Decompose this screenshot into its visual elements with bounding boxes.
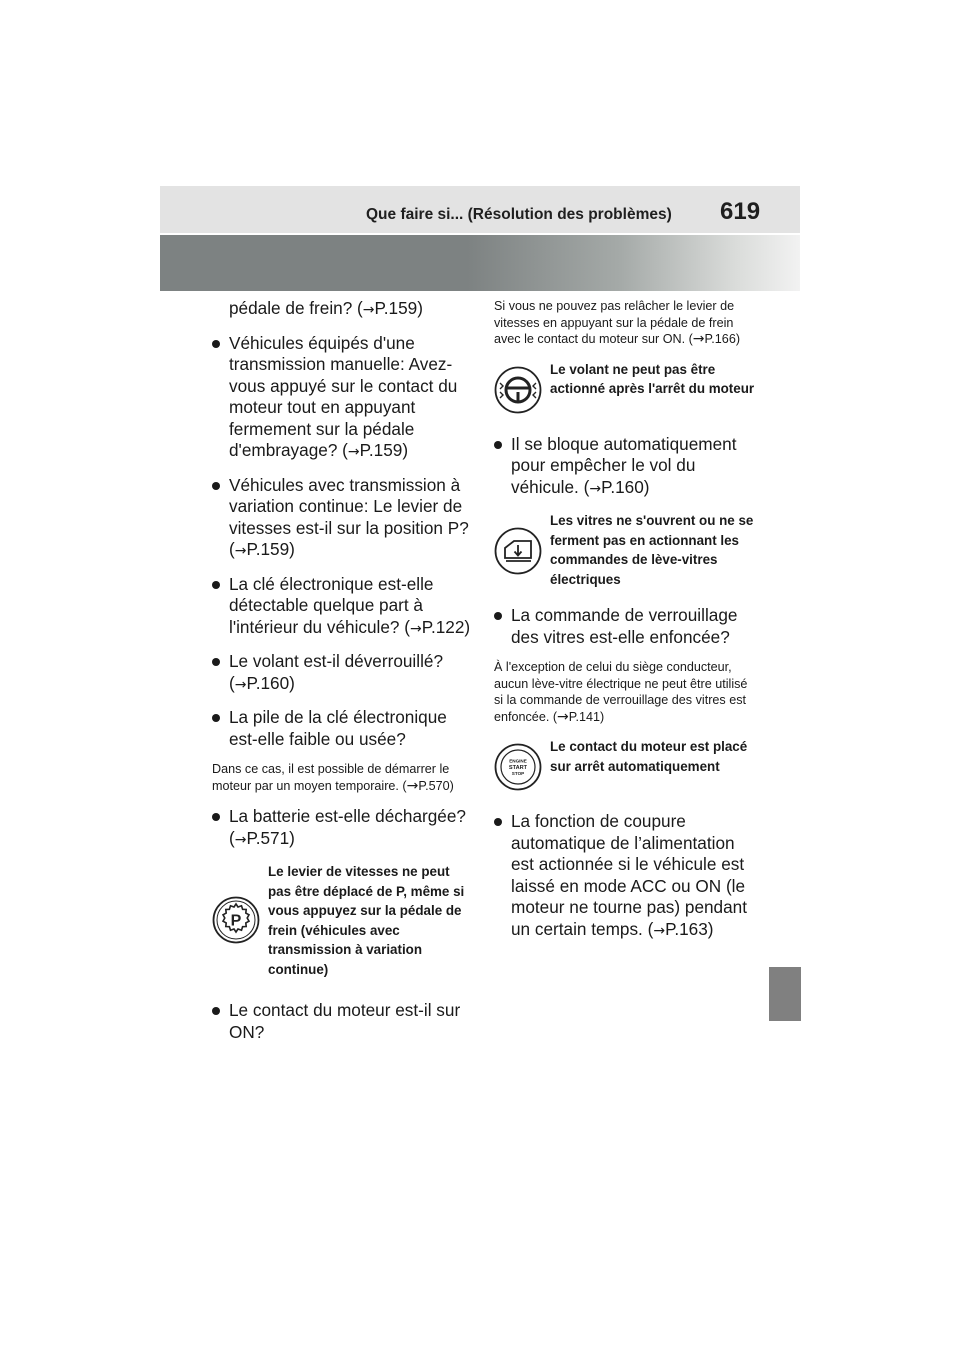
section-heading-steering [494,360,756,420]
bullet-icon [212,813,220,821]
note-text: Dans ce cas, il est possible de démarrer le moteur par un moyen temporaire. (→P.570) [212,762,454,794]
bullet-icon [494,441,502,449]
section-heading-text: Le volant ne peut pas être actionné après l'arrêt du moteur [550,361,755,396]
bullet-icon [494,818,502,826]
section-heading-shift-lever [212,862,474,986]
engine-start-stop-icon [494,743,542,791]
list-item: Le volant est-il déverrouillé? (→P.160) [212,651,474,696]
bullet-icon [212,714,220,722]
shift-lock-icon [212,896,260,944]
bullet-icon [212,1007,220,1015]
page-number: 619 [720,198,761,225]
list-item: Il se bloque automatiquement pour empêcher le vol du véhicule. (→P.160) [494,434,756,501]
list-item: La commande de verrouillage des vitres est-elle enfoncée? [494,605,756,648]
list-item: La fonction de coupure automatique de l’alimentation est actionnée si le véhicule est laissé en mode ACC ou ON (le moteur ne tourne pas) pendant un certain temps. (→P.163) [494,811,756,942]
svg-text:P: P [230,912,242,930]
section-heading-windows [494,511,756,591]
list-item: La pile de la clé électronique est-elle faible ou usée? [212,707,474,750]
paragraph: À l'exception de celui du siège conducteur, aucun lève-vitre électrique ne peut être utilisé si la commande de verrouillage des vitres est enfoncée. (→P.141) [494,660,748,725]
section-band [160,235,800,291]
window-lock-icon [494,527,542,575]
bullet-icon [212,340,220,348]
list-item: La batterie est-elle déchargée? (→P.571) [212,806,474,851]
chapter-tab [769,967,801,1021]
list-item: La clé électronique est-elle détectable quelque part à l'intérieur du véhicule? (→P.122) [212,574,474,641]
steering-lock-icon [494,366,542,414]
paragraph: Si vous ne pouvez pas relâcher le levier de vitesses en appuyant sur la pédale de frein avec le contact du moteur sur ON. (→P.166) [494,299,741,347]
svg-text:ENGINE: ENGINE [509,758,527,764]
bullet-icon [212,482,220,490]
svg-text:STOP: STOP [511,771,525,776]
bullet-icon [494,612,502,620]
section-heading-engine-off [494,737,756,797]
svg-text:START: START [508,765,528,771]
bullet-icon [212,658,220,666]
list-item: Véhicules avec transmission à variation continue: Le levier de vitesses est-il sur la position P? (→P.159) [212,475,474,563]
bullet-icon [212,581,220,589]
list-item: Véhicules équipés d'une transmission manuelle: Avez-vous appuyé sur le contact du moteur tout en appuyant fermement sur la pédale d'embrayage? (→P.159) [212,333,474,464]
section-heading-text: Les vitres ne s'ouvrent ou ne se ferment pas en actionnant les commandes de lève-vitres électriques [550,513,754,587]
right-column [494,298,756,953]
left-column [212,298,474,1054]
section-heading-text: Le contact du moteur est placé sur arrêt automatiquement [550,739,748,774]
header-title: Que faire si... (Résolution des problèmes) [366,206,672,223]
paragraph-continued: pédale de frein? (→P.159) [229,298,423,318]
list-item: Le contact du moteur est-il sur ON? [212,1000,474,1043]
section-heading-text: Le levier de vitesses ne peut pas être déplacé de P, même si vous appuyez sur la pédale de frein (véhicules avec transmission à variation continue) [268,864,465,977]
